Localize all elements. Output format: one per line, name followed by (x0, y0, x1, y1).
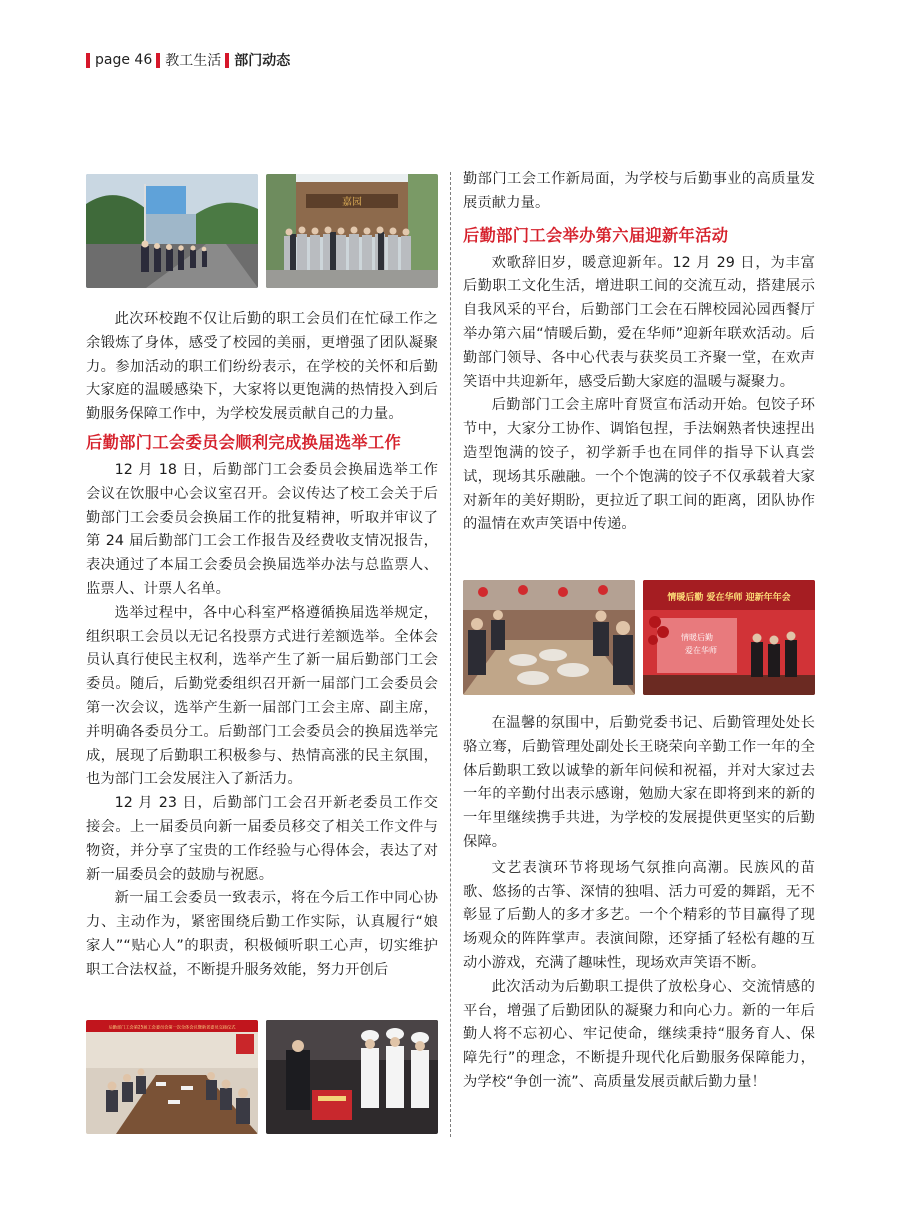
column-divider (450, 172, 451, 1137)
paragraph: 新一届工会委员一致表示，将在今后工作中同心协力、主动作为，紧密围绕后勤工作实际，认真履行“娘家人”“贴心人”的职责，积极倾听职工心声，切实维护职工合法权益，不断提升服务效能，努力开创后 (86, 890, 438, 978)
paragraph: 12 月 18 日，后勤部门工会委员会换届选举工作会议在饮服中心会议室召开。会议传达了校工会关于后勤部门工会委员会换届工作的批复精神，听取并审议了第 24 届后勤部门工会工作报告及经费收支情况报告，表决通过了本届工会委员会换届选举办法与总监票人、监票人、计票人名单。 (86, 461, 438, 597)
paragraph: 12 月 23 日，后勤部门工会召开新老委员工作交接会。上一届委员向新一届委员移交了相关工作文件与物资，并分享了宝贵的工作经验与心得体会，表达了对新一届委员会的鼓励与祝愿。 (86, 795, 438, 883)
paragraph: 欢歌辞旧岁，暖意迎新年。12 月 29 日，为丰富后勤职工文化生活，增进职工间的交流互动，搭建展示自我风采的平台，后勤部门工会在石牌校园沁园西餐厅举办第六届“情暖后勤，爱在华师”迎新年联欢活动。后勤部门领导、各中心代表与获奖员工齐聚一堂，在欢声笑语中共迎新年，感受后勤大家庭的温暖与凝聚力。 (463, 254, 815, 390)
photo-group-gate (266, 174, 438, 288)
section-label: 教工生活 (165, 53, 222, 69)
paragraph: 文艺表演环节将现场气氛推向高潮。民族风的苗歌、悠扬的古筝、深情的独唱、活力可爱的舞蹈，无不彰显了后勤人的多才多艺。一个个精彩的节目赢得了现场观众的阵阵掌声。表演间隙，还穿插了轻松有趣的互动小游戏，充满了趣味性，现场欢声笑语不断。 (463, 859, 815, 971)
paragraph: 此次活动为后勤职工提供了放松身心、交流情感的平台，增强了后勤团队的凝聚力和向心力。新的一年后勤人将不忘初心、牢记使命，继续秉持“服务育人、保障先行”的理念，不断提升现代化后勤服务保障能力，为学校“争创一流”、高质量发展贡献后勤力量！ (463, 978, 815, 1090)
paragraph: 勤部门工会工作新局面，为学校与后勤事业的高质量发展贡献力量。 (463, 171, 815, 211)
photo-campus-run (86, 174, 258, 288)
stage-sign-text: 情暖后勤 (681, 633, 713, 642)
left-column (86, 308, 438, 983)
right-column-lower (463, 712, 815, 1095)
gate-sign-text: 嘉园 (342, 197, 362, 208)
stage-sign-text: 爱在华师 (685, 646, 717, 655)
photo-ballot (266, 1020, 438, 1134)
paragraph: 选举过程中，各中心科室严格遵循换届选举规定，组织职工会员以无记名投票方式进行差额选举。全体会员认真行使民主权利，选举产生了新一届后勤部门工会委员。随后，后勤党委组织召开新一届部门工会委员会第一次会议，选举产生新一届部门工会主席、副主席，并明确各委员分工。后勤部门工会委员会的换届选举完成，展现了后勤职工积极参与、热情高涨的民主氛围，也为部门工会发展注入了新活力。 (86, 604, 438, 788)
photo-dumplings (463, 580, 635, 695)
paragraph: 在温馨的氛围中，后勤党委书记、后勤管理处处长骆立骞，后勤管理处副处长王晓荣向辛勤工作一年的全体后勤职工致以诚挚的新年问候和祝福，并对大家过去一年的辛勤付出表示感谢，勉励大家在即将到来的新的一年里继续携手共进，为学校的发展提供更坚实的后勤保障。 (463, 715, 815, 850)
section-heading: 后勤部门工会举办第六届迎新年活动 (463, 225, 729, 245)
section-heading: 后勤部门工会委员会顺利完成换届选举工作 (86, 432, 402, 452)
subsection-label: 部门动态 (234, 53, 291, 69)
photo-meeting (86, 1020, 258, 1134)
page-number: page 46 (95, 52, 153, 68)
party-banner-text: 情暖后勤 爱在华师 迎新年年会 (667, 593, 791, 603)
right-column (463, 168, 815, 537)
meeting-banner-text: 后勤部门工会第25届工会委员会第一次全体会议暨新老委员交接仪式 (108, 1024, 236, 1030)
header-red-bar (86, 53, 90, 68)
paragraph: 此次环校跑不仅让后勤的职工会员们在忙碌工作之余锻炼了身体，感受了校园的美丽，更增强了团队凝聚力。参加活动的职工们纷纷表示，在学校的关怀和后勤大家庭的温暖感染下，大家将以更饱满的热情投入到后勤服务保障工作中，为学校发展贡献自己的力量。 (86, 311, 438, 423)
page-header (86, 50, 290, 70)
header-red-bar (225, 53, 229, 68)
paragraph: 后勤部门工会主席叶育贤宣布活动开始。包饺子环节中，大家分工协作、调馅包捏，手法娴熟者快速捏出造型饱满的饺子，初学新手也在同伴的指导下认真尝试，现场其乐融融。一个个饱满的饺子不仅承载着大家对新年的美好期盼，更拉近了职工间的距离，团队协作的温情在欢声笑语中传递。 (463, 397, 815, 533)
photo-party-stage (643, 580, 815, 695)
header-red-bar (156, 53, 160, 68)
